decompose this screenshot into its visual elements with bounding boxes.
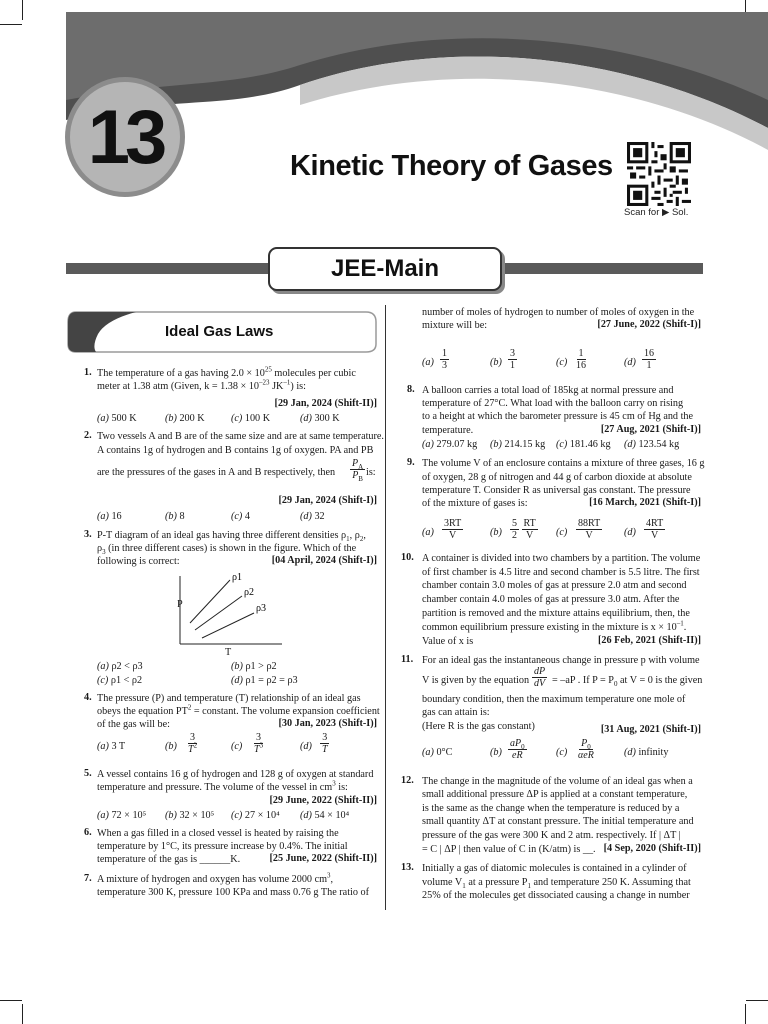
question-text: Value of x is: [422, 636, 474, 647]
axis-label-p: P: [177, 599, 183, 610]
chapter-title: Kinetic Theory of Gases: [290, 150, 613, 182]
question-text: temperature.: [422, 425, 474, 436]
question-text: small additional pressure ΔP is applied at a constant temperature,: [422, 789, 688, 800]
question-text: mixture will be:: [422, 320, 488, 331]
exam-tag: [25 June, 2022 (Shift-II)]: [269, 853, 377, 864]
question-number: 11.: [401, 654, 414, 665]
question-number: 3.: [84, 529, 92, 540]
question-text: of the mixture of gases is:: [422, 498, 528, 509]
option-d[interactable]: (d) 54 × 10⁴: [300, 810, 350, 821]
question-number: 4.: [84, 692, 92, 703]
option-c[interactable]: (c): [231, 741, 243, 752]
curve-rho2: [195, 596, 242, 630]
axis-label-t: T: [225, 647, 232, 658]
curve-label: ρ2: [244, 587, 254, 598]
option-d[interactable]: (d) ρ1 = ρ2 = ρ3: [231, 675, 298, 686]
question-text: Initially a gas of diatomic molecules is contained in a cylinder of: [422, 863, 687, 874]
question-text: = –aP . If $P = P_0$ at V = 0 is the given: [552, 675, 703, 689]
option-a[interactable]: (a) 500 K: [97, 413, 137, 424]
option-a[interactable]: (a) 16: [97, 511, 122, 522]
question-text: A container is divided into two chambers by a partition. The volume: [422, 553, 701, 564]
question-text: The change in the magnitude of the volume of an ideal gas when a: [422, 776, 693, 787]
question-text: to a height at which the barometer pressure is 45 cm of Hg and the: [422, 411, 694, 422]
option-a[interactable]: (a): [422, 527, 434, 538]
question-text: chamber contain 3.0 moles of gas at pressure 2.0 atm and second: [422, 580, 687, 591]
question-text: temperature T. Consider R as universal gas constant. The pressure: [422, 485, 691, 496]
option-c[interactable]: (c): [556, 747, 568, 758]
question-text: pressure of the gas were 300 K and 2 atm. respectively. If | ΔT |: [422, 830, 681, 841]
option-b[interactable]: (b): [490, 747, 502, 758]
option-c[interactable]: (c): [556, 357, 568, 368]
question-text: of the gas will be:: [97, 719, 170, 730]
exam-tag: [29 Jan, 2024 (Shift-II)]: [274, 398, 377, 409]
fraction: $\frac{dP}{dV}$: [534, 666, 546, 689]
option-d[interactable]: (d): [624, 527, 636, 538]
question-text: volume $V_1$ at a pressure $P_1$ and temperature 250 K. Assuming that: [422, 877, 691, 891]
crop-mark: [746, 1000, 768, 1001]
question-number: 7.: [84, 873, 92, 884]
option-a[interactable]: (a) 72 × 10⁵: [97, 810, 147, 821]
column-divider: [385, 305, 386, 910]
question-text: temperature of the gas is ______K.: [97, 854, 241, 865]
question-text: obeys the equation $PT^2$ = constant. The volume expansion coefficient: [97, 703, 380, 717]
question-text: A mixture of hydrogen and oxygen has volume 2000 $cm^3$,: [97, 871, 334, 885]
option-a[interactable]: (a): [422, 357, 434, 368]
crop-mark: [745, 1004, 746, 1024]
qr-code-icon[interactable]: [627, 142, 691, 206]
fraction: $\frac{1}{16}$: [576, 348, 586, 371]
option-c[interactable]: (c) 4: [231, 511, 250, 522]
option-a[interactable]: (a) 3 T: [97, 741, 126, 752]
question-text: is the same as the change when the temperature is reduced by a: [422, 803, 680, 814]
question-text: P-T diagram of an ideal gas having three different densities $\rho_1$, $\rho_2$,: [97, 530, 366, 544]
question-text: = C | ΔP | then value of C in (K/atm) is __.: [422, 844, 596, 855]
fraction: $\frac{5}{2}$ $\frac{RT}{V}$: [512, 518, 536, 541]
option-c[interactable]: (c) 27 × 10⁴: [231, 810, 280, 821]
question-number: 9.: [407, 457, 415, 468]
option-b[interactable]: (b): [165, 741, 177, 752]
curve-label: ρ1: [232, 572, 242, 583]
option-b[interactable]: (b) 214.15 kg: [490, 439, 546, 450]
fraction: $\frac{3RT}{V}$: [444, 518, 462, 541]
exam-tag: [27 June, 2022 (Shift-I)]: [597, 319, 701, 330]
option-d[interactable]: (d) 300 K: [300, 413, 340, 424]
question-text: partition is removed and the mixture attains equilibrium, then, the: [422, 608, 690, 619]
question-text: small quantity ΔT at constant pressure. The initial temperature and: [422, 816, 694, 827]
crop-mark: [22, 1004, 23, 1024]
question-text: temperature of 27°C. What load with the balloon carry on rising: [422, 398, 684, 409]
crop-mark: [0, 1000, 22, 1001]
question-number: 12.: [401, 775, 414, 786]
question-text: The temperature of a gas having $2.0 \times 10^{25}$ molecules per cubic: [97, 365, 356, 379]
question-text: (Here R is the gas constant): [422, 721, 535, 732]
option-d[interactable]: (d): [300, 741, 312, 752]
question-text: temperature and pressure. The volume of the vessel in $cm^3$ is:: [97, 779, 348, 793]
fraction: $\frac{3}{T^2}$: [188, 732, 198, 755]
curve-label: ρ3: [256, 603, 266, 614]
question-text: $\rho_3$ (in three different cases) is shown in the figure. Which of the: [97, 543, 357, 557]
question-text: of first chamber is 4.5 litre and second chamber is 5.5 litre. The first: [422, 567, 700, 578]
exam-tag: [30 Jan, 2023 (Shift-I)]: [278, 718, 377, 729]
question-number: 6.: [84, 827, 92, 838]
option-c[interactable]: (c) 181.46 kg: [556, 439, 611, 450]
question-text: The pressure (P) and temperature (T) relationship of an ideal gas: [97, 693, 361, 704]
option-d[interactable]: (d) 123.54 kg: [624, 439, 680, 450]
question-number: 2.: [84, 430, 92, 441]
exam-banner: JEE-Main: [268, 247, 502, 291]
question-text: common equilibrium pressure existing in the mixture is $x \times 10^{-1}$.: [422, 619, 687, 633]
option-d[interactable]: (d): [624, 357, 636, 368]
option-b[interactable]: (b) 8: [165, 511, 185, 522]
option-c[interactable]: (c) ρ1 < ρ2: [97, 675, 143, 686]
question-text: number of moles of hydrogen to number of moles of oxygen in the: [422, 307, 695, 318]
question-number: 1.: [84, 367, 92, 378]
question-text: 25% of the molecules get dissociated causing a change in number: [422, 890, 690, 901]
option-d[interactable]: (d) 32: [300, 511, 325, 522]
exam-tag: [27 Aug, 2021 (Shift-I)]: [600, 424, 701, 435]
pt-diagram: [170, 568, 285, 656]
question-text: The volume V of an enclosure contains a mixture of three gases, 16 g: [422, 458, 705, 469]
option-c[interactable]: (c) 100 K: [231, 413, 271, 424]
question-number: 5.: [84, 768, 92, 779]
question-text: chamber contain 4.0 moles of gas at pressure 3.0 atm. After the: [422, 594, 680, 605]
option-b[interactable]: (b): [490, 527, 502, 538]
curve-rho1: [190, 580, 230, 623]
question-text: meter at 1.38 atm (Given, $k = 1.38 \times 10^{-23}$ $JK^{-1}$) is:: [97, 378, 306, 392]
exam-tag: [26 Feb, 2021 (Shift-II)]: [598, 635, 701, 646]
question-text: of oxygen, 28 g of nitrogen and 44 g of carbon dioxide at absolute: [422, 472, 692, 483]
option-a[interactable]: (a) 279.07 kg: [422, 439, 478, 450]
question-text: are the pressures of the gases in A and B respectively, then: [97, 467, 336, 478]
fraction: $\frac{16}{1}$: [644, 348, 654, 371]
option-a[interactable]: (a) ρ2 < ρ3: [97, 661, 143, 672]
option-b[interactable]: (b): [490, 357, 502, 368]
option-b[interactable]: (b) 200 K: [165, 413, 205, 424]
section-title: Ideal Gas Laws: [165, 323, 274, 340]
option-b[interactable]: (b) 32 × 10⁵: [165, 810, 215, 821]
question-text: When a gas filled in a closed vessel is heated by raising the: [97, 828, 339, 839]
question-text: Two vessels A and B are of the same size and are at same temperature.: [97, 431, 384, 442]
fraction: $\frac{3}{T^3}$: [254, 732, 264, 755]
question-text: temperature by 1°C, its pressure increase by 0.4%. The initial: [97, 841, 348, 852]
option-b[interactable]: (b) ρ1 > ρ2: [231, 661, 277, 672]
qr-caption: Scan for ▶ Sol.: [624, 207, 689, 218]
question-text: A vessel contains 16 g of hydrogen and 128 g of oxygen at standard: [97, 769, 374, 780]
exam-tag: [29 Jan, 2024 (Shift-I)]: [278, 495, 377, 506]
exam-tag: [16 March, 2021 (Shift-I)]: [589, 497, 701, 508]
chapter-number: 13: [87, 94, 163, 180]
fraction: $\frac{3}{T}$: [322, 732, 328, 755]
question-number: 10.: [401, 552, 414, 563]
option-d[interactable]: (d) infinity: [624, 747, 669, 758]
fraction: $\frac{88RT}{V}$: [578, 518, 601, 541]
exam-tag: [29 June, 2022 (Shift-II)]: [269, 795, 377, 806]
curve-rho3: [202, 613, 254, 638]
question-text: boundary condition, then the maximum temperature one mole of: [422, 694, 686, 705]
fraction: $\frac{1}{3}$: [442, 348, 447, 371]
question-text: following is correct:: [97, 556, 180, 567]
exam-tag: [31 Aug, 2021 (Shift-I)]: [600, 724, 701, 735]
exam-tag: [04 April, 2024 (Shift-I)]: [271, 555, 377, 566]
fraction: $\frac{P_A}{P_B}$: [352, 458, 364, 483]
exam-tag: [4 Sep, 2020 (Shift-II)]: [603, 843, 701, 854]
option-c[interactable]: (c): [556, 527, 568, 538]
fraction: $\frac{aP_0}{eR}$: [510, 738, 525, 761]
option-a[interactable]: (a) 0°C: [422, 747, 453, 758]
question-text: A balloon carries a total load of 185kg at normal pressure and: [422, 385, 674, 396]
question-number: 8.: [407, 384, 415, 395]
question-text: gas can attain is:: [422, 707, 490, 718]
question-text: temperature 300 K, pressure 100 KPa and mass 0.76 g The ratio of: [97, 887, 369, 898]
question-text: is:: [366, 467, 376, 478]
question-number: 13.: [401, 862, 414, 873]
fraction: $\frac{4RT}{V}$: [646, 518, 664, 541]
fraction: $\frac{3}{1}$: [510, 348, 515, 371]
question-text: V is given by the equation: [422, 675, 530, 686]
question-text: For an ideal gas the instantaneous change in pressure p with volume: [422, 655, 700, 666]
question-text: A contains 1g of hydrogen and B contains 1g of oxygen. PA and PB: [97, 445, 374, 456]
fraction: $\frac{P_0}{\text{αeR}}$: [578, 738, 594, 761]
